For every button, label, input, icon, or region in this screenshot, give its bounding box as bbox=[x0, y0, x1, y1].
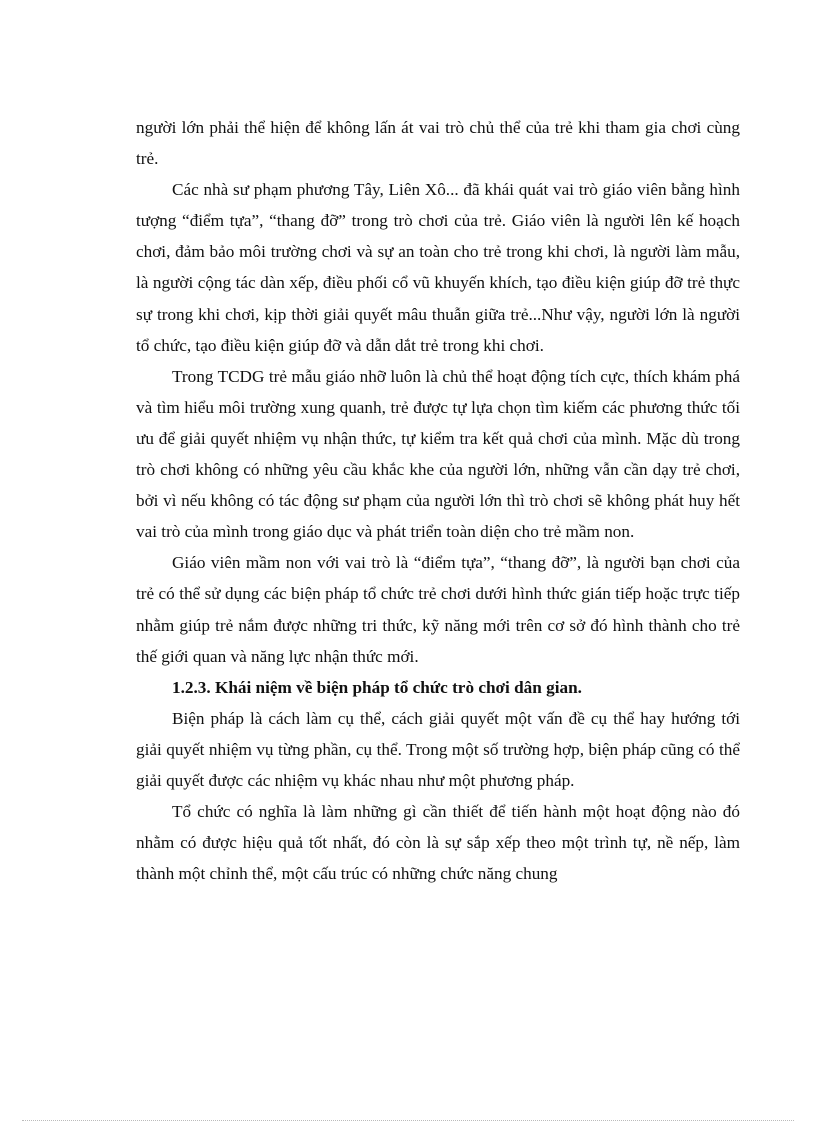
page-bottom-divider bbox=[22, 1120, 794, 1121]
paragraph-tcdg-children: Trong TCDG trẻ mẫu giáo nhỡ luôn là chủ thể hoạt động tích cực, thích khám phá và tìm hiểu môi trường xung quanh, trẻ được tự lựa chọn tìm kiếm các phương thức tối ưu để giải quyết nhiệm vụ nhận thức, tự kiểm tra kết quả chơi của mình. Mặc dù trong trò chơi không có những yêu cầu khắc khe của người lớn, những vẫn cần dạy trẻ chơi, bởi vì nếu không có tác động sư phạm của người lớn thì trò chơi sẽ không phát huy hết vai trò của mình trong giáo dục và phát triển toàn diện cho trẻ mầm non. bbox=[136, 366, 740, 542]
paragraph-measure-definition: Biện pháp là cách làm cụ thể, cách giải quyết một vấn đề cụ thể hay hướng tới giải quyết nhiệm vụ từng phần, cụ thể. Trong một số trường hợp, biện pháp cũng có thể giải quyết được các nhiệm vụ khác nhau như một phương pháp. bbox=[136, 708, 740, 790]
paragraph-teacher-role: Các nhà sư phạm phương Tây, Liên Xô... đã khái quát vai trò giáo viên bằng hình tượng “điểm tựa”, “thang đỡ” trong trò chơi của trẻ. Giáo viên là người lên kế hoạch chơi, đảm bảo môi trường chơi và sự an toàn cho trẻ trong khi chơi, là người làm mẫu, là người cộng tác dàn xếp, điều phối cổ vũ khuyến khích, tạo điều kiện giúp đỡ trẻ thực sự trong khi chơi, kịp thời giải quyết mâu thuẫn giữa trẻ...Như vậy, người lớn là người tổ chức, tạo điều kiện giúp đỡ và dẫn dắt trẻ trong khi chơi. bbox=[136, 180, 740, 355]
paragraph-preschool-teacher: Giáo viên mầm non với vai trò là “điểm tựa”, “thang đỡ”, là người bạn chơi của trẻ có thể sử dụng các biện pháp tổ chức trẻ chơi dưới hình thức gián tiếp hoặc trực tiếp nhằm giúp trẻ nắm được những tri thức, kỹ năng mới trên cơ sở đó hình thành cho trẻ thế giới quan và năng lực nhận thức mới. bbox=[136, 553, 740, 666]
body-text bbox=[136, 112, 740, 889]
paragraph-continuation: người lớn phải thể hiện để không lấn át vai trò chủ thể của trẻ khi tham gia chơi cùng trẻ. bbox=[136, 118, 740, 169]
paragraph-organization-definition: Tổ chức có nghĩa là làm những gì cần thiết để tiến hành một hoạt động nào đó nhằm có được hiệu quả tốt nhất, đó còn là sự sắp xếp theo một trình tự, nề nếp, làm thành một chỉnh thể, một cấu trúc có những chức năng chung bbox=[136, 802, 740, 884]
section-heading: 1.2.3. Khái niệm về biện pháp tổ chức trò chơi dân gian. bbox=[172, 677, 582, 697]
